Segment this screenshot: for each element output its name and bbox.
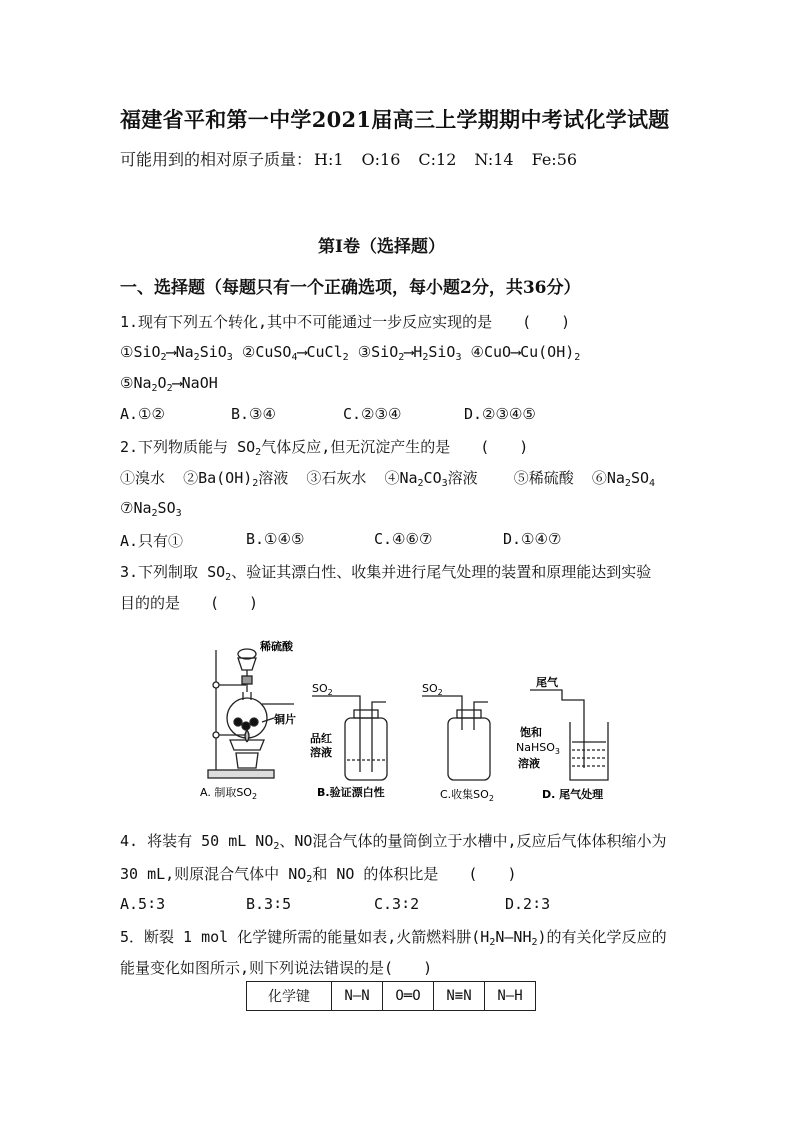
label-nahso3: NaHSO$_3$ [516, 741, 560, 756]
q2-substances-line2: $⑦Na_2SO_3$ [120, 499, 182, 519]
q4-stem-line2: 30 mL,则原混合气体中 $NO_2$和 NO 的体积比是 ( ) [120, 865, 517, 885]
q1-option-c[interactable]: C.②③④ [343, 405, 402, 423]
mass-h: H:1 [314, 150, 344, 169]
masses-label: 可能用到的相对原子质量： [120, 150, 313, 169]
caption-c: C.收集$SO_2$ [440, 788, 494, 803]
volume-title: 第Ⅰ卷（选择题） [318, 237, 445, 257]
caption-a: A. 制取$SO_2$ [200, 786, 258, 801]
q4-option-b[interactable]: B.3∶5 [246, 895, 292, 913]
label-so2-b: $SO_2$ [312, 682, 333, 697]
table-header-cell: N—H [485, 982, 536, 1011]
q1-items-line1: $①SiO_2⟶Na_2SiO_3$ ②CuSO$_4$⟶CuCl$_2$ $③SiO_2⟶H_2SiO_3$ $④CuO⟶Cu(OH)_2$ [120, 343, 581, 363]
apparatus-c [422, 696, 490, 780]
arrow-icon: ⟶ [511, 343, 521, 361]
table-header-cell: 化学键 [247, 982, 332, 1011]
arrow-icon: ⟶ [404, 343, 414, 361]
label-pinhong: 品红 [310, 732, 332, 745]
q3-stem-line2: 目的的是 ( ) [120, 594, 259, 612]
q1-items-line2: $⑤Na_2O_2⟶NaOH$ [120, 374, 218, 394]
q2-option-b[interactable]: B.①④⑤ [246, 530, 305, 548]
q4-option-c[interactable]: C.3∶2 [374, 895, 420, 913]
arrow-icon: ⟶ [172, 374, 182, 392]
mass-o: O:16 [361, 150, 401, 169]
label-tailgas: 尾气 [536, 676, 558, 689]
q5-stem-line2: 能量变化如图所示,则下列说法错误的是( ) [120, 959, 433, 977]
apparatus-figure [190, 630, 650, 808]
q2-option-a[interactable]: A.只有① [120, 532, 184, 550]
q4-option-d[interactable]: D.2∶3 [505, 895, 551, 913]
label-saturated: 饱和 [520, 726, 542, 739]
q3-stem-line1: 3.下列制取 $SO_2$、验证其漂白性、收集并进行尾气处理的装置和原理能达到实验 [120, 563, 652, 583]
mass-fe: Fe:56 [531, 150, 578, 169]
table-header-cell: O═O [383, 982, 434, 1011]
q1-option-d[interactable]: D.②③④⑤ [464, 405, 536, 423]
label-solution-d: 溶液 [518, 757, 540, 770]
mass-c: C:12 [418, 150, 457, 169]
q5-stem-line1: 5．断裂 1 mol 化学键所需的能量如表,火箭燃料肼$(H_2N—NH_2)$的有关化学反应的 [120, 928, 667, 948]
caption-d: D. 尾气处理 [542, 788, 604, 801]
label-so2-c: $SO_2$ [422, 682, 443, 697]
q4-option-a[interactable]: A.5∶3 [120, 895, 166, 913]
q2-option-d[interactable]: D.①④⑦ [503, 530, 562, 548]
q1-option-a[interactable]: A.①② [120, 405, 165, 423]
arrow-icon: ⟶ [166, 343, 176, 361]
q2-substances-line1: ①溴水 $②Ba(OH)_2$溶液 ③石灰水 $④Na_2CO_3$溶液 ⑤稀硫酸 $⑥Na_2SO_4$ [120, 469, 656, 489]
table-row [247, 982, 536, 1011]
bond-energy-table [246, 981, 536, 1011]
label-pinhong-solution: 溶液 [310, 746, 332, 759]
caption-b: B.验证漂白性 [317, 786, 385, 799]
q4-stem-line1: 4. 将装有 50 mL $NO_2$、NO混合气体的量筒倒立于水槽中,反应后气体体积缩小为 [120, 832, 667, 852]
arrow-icon: ⟶ [297, 343, 307, 361]
q2-option-c[interactable]: C.④⑥⑦ [374, 530, 433, 548]
q1-option-b[interactable]: B.③④ [231, 405, 276, 423]
label-copper: 铜片 [274, 713, 296, 726]
atomic-masses-line [120, 147, 595, 170]
section-title: 一、选择题（每题只有一个正确选项，每小题2分，共36分） [120, 278, 581, 298]
table-header-cell: N—N [332, 982, 383, 1011]
table-header-cell: N≡N [434, 982, 485, 1011]
exam-title: 福建省平和第一中学2021届高三上学期期中考试化学试题 [120, 107, 670, 132]
q2-stem: 2.下列物质能与 $SO_2$气体反应,但无沉淀产生的是 ( ) [120, 438, 529, 458]
label-dilute-acid: 稀硫酸 [260, 640, 293, 653]
mass-n: N:14 [474, 150, 514, 169]
q1-stem: 1.现有下列五个转化,其中不可能通过一步反应实现的是 ( ) [120, 313, 571, 331]
